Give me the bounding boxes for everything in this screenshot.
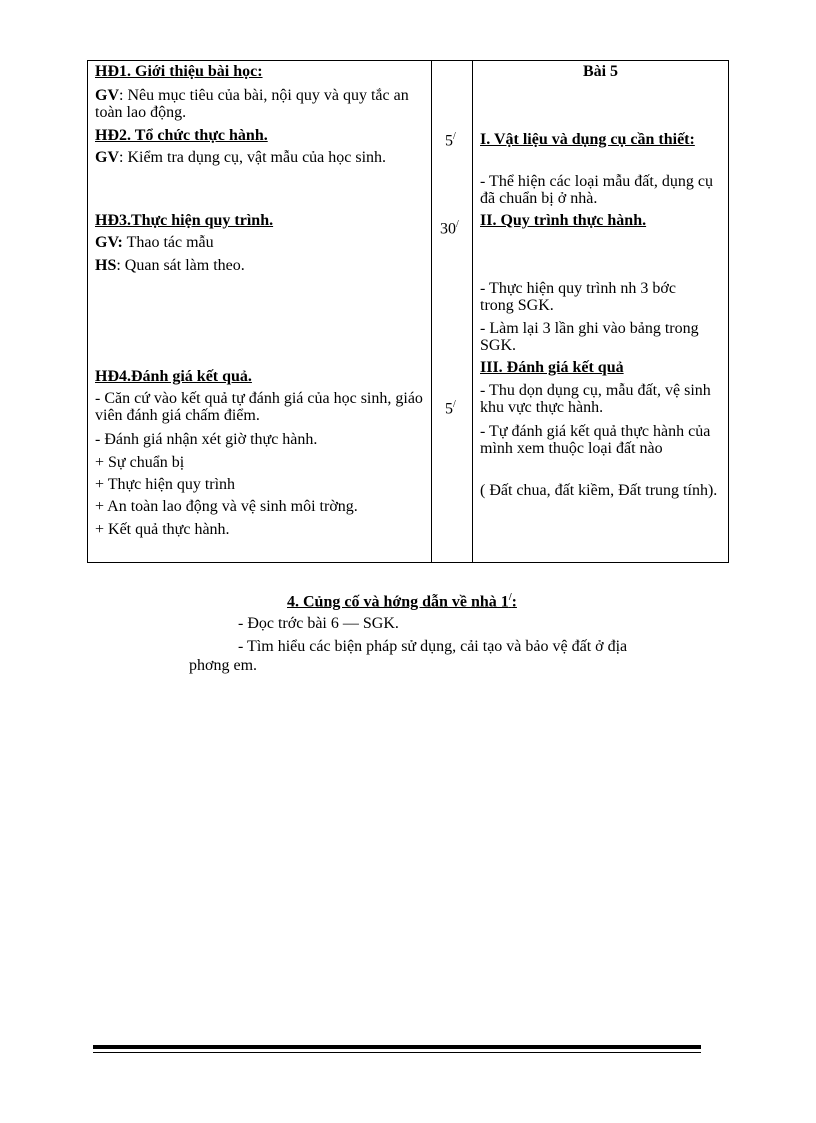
section-4-title: 4. Củng cố và hớng dẫn về nhà 1/: (287, 592, 517, 611)
section-2-title: II. Quy trình thực hành. (480, 212, 647, 229)
lesson-table (87, 60, 729, 563)
hd4-line: - Đánh giá nhận xét giờ thực hành. (95, 431, 318, 448)
hd4-line: + Thực hiện quy trình (95, 476, 236, 493)
hd3-gv-text: Thao tác mẫu (122, 234, 214, 251)
time-hd3: 30/ (440, 219, 459, 238)
hd2-gv-text: : Kiểm tra dụng cụ, vật mẫu của học sinh. (119, 149, 387, 166)
column-divider-2 (472, 61, 473, 562)
hd1-gv-text: : Nêu mục tiêu của bài, nội quy và quy tắc an toàn lao động. (95, 87, 409, 121)
section-3-line: ( Đất chua, đất kiềm, Đất trung tính). (480, 482, 718, 499)
time-hd2: 5/ (445, 131, 456, 150)
hd4-title: HĐ4.Đánh giá kết quả. (95, 368, 252, 385)
footer-rule-thick (93, 1045, 701, 1049)
section-3-line: - Thu dọn dụng cụ, mẫu đất, vệ sinh khu vực thực hành. (480, 382, 711, 416)
column-divider-1 (431, 61, 432, 562)
hd1-gv-note (95, 87, 423, 121)
hd1-gv-label: GV (95, 87, 119, 104)
homework-line-cont: phơng em. (189, 657, 258, 674)
hd4-line: + Kết quả thực hành. (95, 521, 230, 538)
section-2-line: - Làm lại 3 lần ghi vào bảng trong SGK. (480, 320, 699, 354)
section-3-title: III. Đánh giá kết quả (480, 359, 624, 376)
hd3-hs-text: : Quan sát làm theo. (116, 257, 245, 274)
hd3-hs-note (95, 257, 245, 274)
hd4-line: + An toàn lao động và vệ sinh môi trờng. (95, 498, 358, 515)
hd2-gv-note (95, 149, 423, 166)
section-3-line: - Tự đánh giá kết quả thực hành của mình xem thuộc loại đất nào (480, 423, 711, 457)
homework-line: - Tìm hiểu các biện pháp sử dụng, cải tạo và bảo vệ đất ở địa (238, 638, 628, 655)
hd3-title: HĐ3.Thực hiện quy trình. (95, 212, 274, 229)
hd3-gv-label: GV: (95, 234, 123, 251)
homework-line: - Đọc trớc bài 6 — SGK. (238, 615, 399, 632)
hd2-gv-label: GV (95, 149, 119, 166)
hd2-title: HĐ2. Tổ chức thực hành. (95, 127, 268, 144)
section-2-line: - Thực hiện quy trình nh 3 bớc trong SGK. (480, 280, 676, 314)
footer-rule-thin (93, 1052, 701, 1053)
section-1-text: - Thể hiện các loại mẫu đất, dụng cụ đã chuẩn bị ở nhà. (480, 173, 713, 207)
hd4-line: + Sự chuẩn bị (95, 454, 185, 471)
hd3-gv-note (95, 234, 214, 251)
section-1-title: I. Vật liệu và dụng cụ cần thiết: (480, 131, 695, 148)
hd3-hs-label: HS (95, 257, 117, 274)
hd1-title: HĐ1. Giới thiệu bài học: (95, 63, 263, 80)
lesson-title: Bài 5 (582, 63, 619, 80)
time-hd4: 5/ (445, 399, 456, 418)
hd4-line: - Căn cứ vào kết quả tự đánh giá của học sinh, giáo viên đánh giá chấm điểm. (95, 390, 423, 424)
